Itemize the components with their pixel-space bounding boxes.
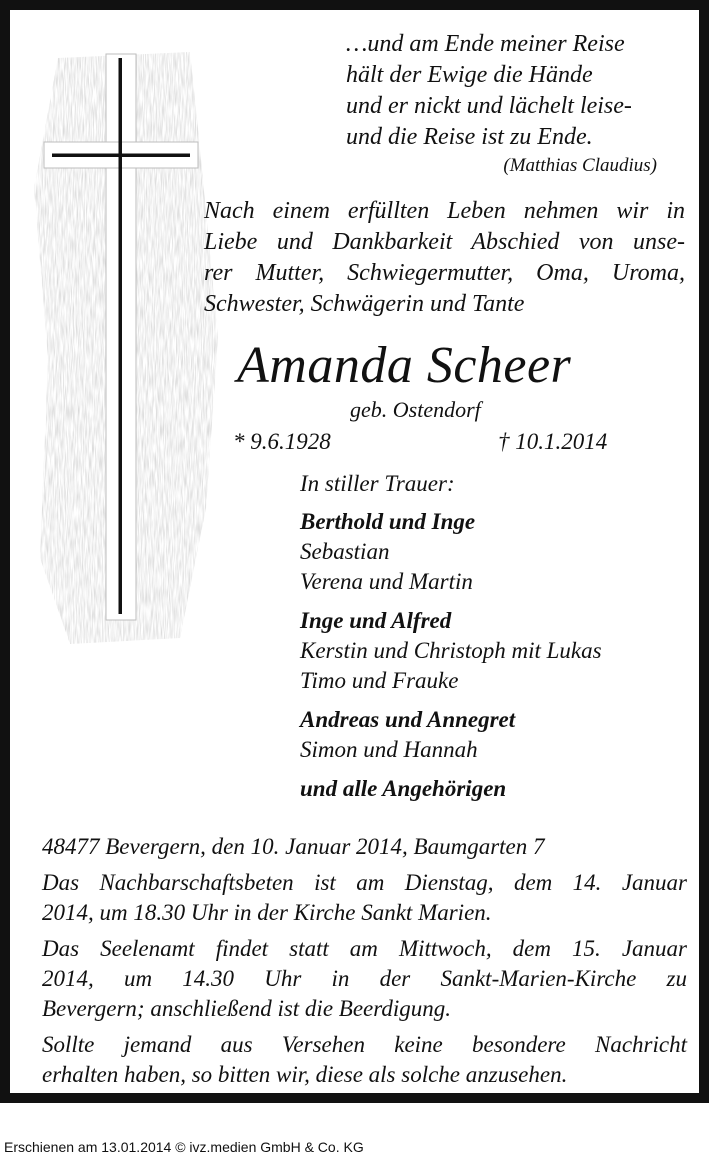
poem-line: hält der Ewige die Hände [346,62,593,88]
mourner-group [300,507,690,597]
detail-line: erhalten haben, so bitten wir, diese als solche anzusehen. [42,1062,568,1087]
detail-line: 48477 Bevergern, den 10. Januar 2014, Baumgarten 7 [42,834,545,859]
detail-line: Das Seelenamt findet statt am Mittwoch, dem 15. Januar [42,936,687,961]
mourner-member: Timo und Frauke [300,668,459,693]
poem-line: …und am Ende meiner Reise [346,31,625,57]
deceased-name: Amanda Scheer [237,337,572,394]
intro-line: Nach einem erfüllten Leben nehmen wir in [204,198,685,224]
death-date: † 10.1.2014 [498,429,608,454]
mourner-group-head: Berthold und Inge [300,509,476,534]
intro-line: rer Mutter, Schwiegermutter, Oma, Uroma, [204,260,685,286]
mourner-member: Kerstin und Christoph mit Lukas [300,638,602,663]
poem [346,29,681,179]
mourner-group-head: Inge und Alfred [300,608,452,633]
detail-line: Bevergern; anschließend ist die Beerdigung. [42,996,451,1021]
poem-line: und er nickt und lächelt leise- [346,93,632,119]
mourners-list [300,469,690,804]
poem-line: und die Reise ist zu Ende. [346,124,593,150]
funeral-details [42,832,687,1096]
mourner-group [300,606,690,696]
mourners-heading: In stiller Trauer: [300,471,455,496]
detail-line: 2014, um 18.30 Uhr in der Kirche Sankt Marien. [42,900,492,925]
requiem-notice [42,934,687,1024]
mourner-member: Verena und Martin [300,569,473,594]
address-line [42,832,687,862]
intro-line: Liebe und Dankbarkeit Abschied von unse- [204,229,685,255]
mourner-group [300,705,690,765]
closing-notice [42,1030,687,1090]
mourner-group-head: und alle Angehörigen [300,776,507,801]
publisher-note: Erschienen am 13.01.2014 © ivz.medien GmbH & Co. KG [4,1139,364,1155]
cross-decoration [30,38,220,648]
detail-line: Das Nachbarschaftsbeten ist am Dienstag, dem 14. Januar [42,870,687,895]
detail-line: Sollte jemand aus Versehen keine besondere Nachricht [42,1032,687,1057]
detail-line: 2014, um 14.30 Uhr in der Sankt-Marien-Kirche zu [42,966,687,991]
birth-date: * 9.6.1928 [233,429,331,454]
mourner-member: Simon und Hannah [300,737,478,762]
intro-line: Schwester, Schwägerin und Tante [204,291,525,317]
intro-text [204,196,685,320]
maiden-name: geb. Ostendorf [350,397,481,422]
cross-icon [30,38,220,648]
mourner-group [300,774,690,804]
mourner-member: Sebastian [300,539,390,564]
poem-author: (Matthias Claudius) [503,155,657,176]
mourner-group-head: Andreas und Annegret [300,707,516,732]
prayer-notice [42,868,687,928]
